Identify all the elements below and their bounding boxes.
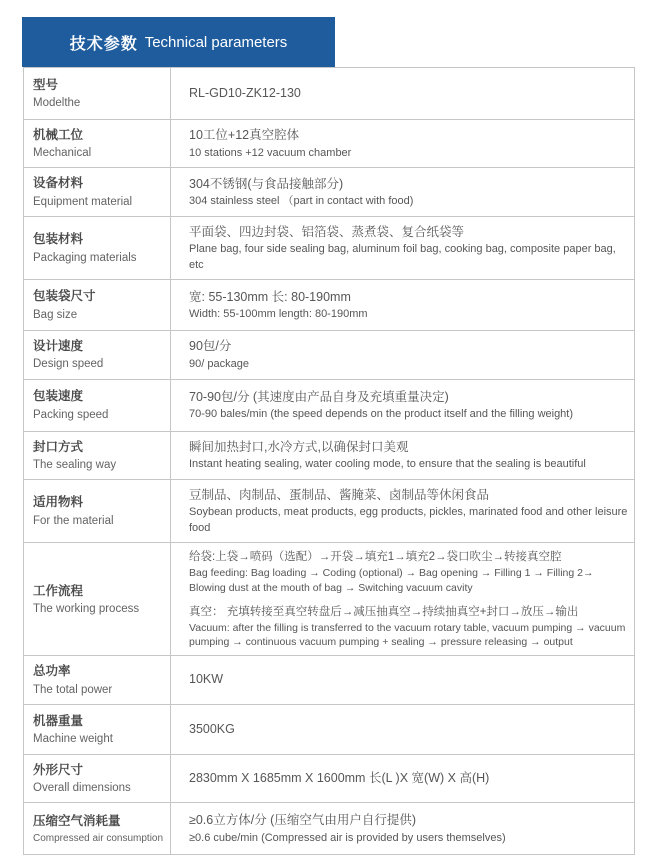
technical-parameters-table (23, 67, 635, 855)
parameter-value-cell (170, 480, 634, 542)
parameter-value-line: 90/ package (189, 357, 249, 370)
parameter-value-line: Instant heating sealing, water cooling mode, to ensure that the sealing is beautiful (189, 458, 586, 471)
parameter-label-cell (24, 217, 170, 279)
parameter-label-zh: 机械工位 (33, 128, 84, 142)
parameter-value-line: 给袋:上袋→喷码（选配）→开袋→填充1→填充2→袋口吹尘→转接真空腔 (189, 551, 562, 564)
parameter-label-cell (24, 656, 170, 703)
parameter-value-line: Soybean products, meat products, egg products, pickles, marinated food and other leisure food (189, 506, 628, 534)
table-row (24, 705, 634, 755)
table-row (24, 68, 634, 120)
section-title-en: Technical parameters (144, 33, 288, 51)
parameter-label-cell (24, 755, 170, 802)
parameter-value-cell (170, 543, 634, 655)
parameter-label-zh: 设计速度 (33, 339, 84, 354)
parameter-label-cell (24, 331, 170, 378)
parameter-label-cell (24, 480, 170, 542)
parameter-value-line: 2830mm X 1685mm X 1600mm 长(L )X 宽(W) X 高(H) (189, 770, 490, 785)
parameter-value-cell (170, 803, 634, 854)
parameter-value-line: Bag feeding: Bag loading → Coding (optional) → Bag opening → Filling 1 → Filling 2→ Blowing dust at the mouth of bag → Switching vacuum cavity (189, 567, 594, 594)
parameter-value-line: 真空： 充填转接至真空转盘后→减压抽真空→持续抽真空+封口→放压→输出 (189, 605, 579, 618)
parameter-label-zh: 包装袋尺寸 (33, 289, 96, 304)
parameter-label-zh: 外形尺寸 (33, 762, 84, 777)
table-row (24, 755, 634, 803)
parameter-label-en: Mechanical (33, 147, 92, 160)
parameter-label-en: Compressed air consumption (33, 832, 164, 844)
table-row (24, 217, 634, 280)
parameter-label-en: Equipment material (33, 195, 133, 208)
table-row (24, 480, 634, 543)
parameter-value-line: ≥0.6立方体/分 (压缩空气由用户自行提供) (189, 813, 417, 828)
parameter-value-line: 70-90包/分 (其速度由产品自身及充填重量决定) (189, 389, 449, 404)
parameter-label-cell (24, 432, 170, 479)
parameter-label-zh: 适用物料 (33, 495, 84, 510)
section-title-zh: 技术参数 (69, 35, 138, 53)
table-row (24, 803, 634, 854)
parameter-value-line: RL-GD10-ZK12-130 (189, 85, 301, 100)
parameter-value-line: 瞬间加热封口,水冷方式,以确保封口美观 (189, 439, 409, 454)
parameter-label-cell (24, 168, 170, 215)
parameter-value-line: 304不锈钢(与食品接触部分) (189, 176, 344, 191)
table-row (24, 120, 634, 168)
parameter-value-line: 豆制品、肉制品、蛋制品、酱腌菜、卤制品等休闲食品 (189, 488, 490, 503)
parameter-value-line: ≥0.6 cube/min (Compressed air is provided by users themselves) (189, 831, 506, 844)
parameter-value-line: 平面袋、四边封袋、铝箔袋、蒸煮袋、复合纸袋等 (189, 224, 465, 239)
table-row (24, 168, 634, 216)
parameter-value-line: 10 stations +12 vacuum chamber (189, 146, 352, 159)
parameter-value-line: 宽: 55-130mm 长: 80-190mm (189, 289, 351, 304)
parameter-label-cell (24, 68, 170, 119)
table-row (24, 331, 634, 379)
section-header-banner (22, 17, 335, 67)
table-row (24, 543, 634, 656)
parameter-value-cell (170, 432, 634, 479)
parameter-label-cell (24, 543, 170, 655)
table-row (24, 280, 634, 331)
parameter-label-zh: 包装速度 (33, 389, 84, 404)
parameter-label-zh: 机器重量 (33, 713, 84, 728)
parameter-value-cell (170, 380, 634, 431)
parameter-value-cell (170, 217, 634, 279)
parameter-label-zh: 总功率 (33, 664, 71, 679)
parameter-label-en: Packaging materials (33, 251, 137, 264)
parameter-value-line: 90包/分 (189, 339, 232, 354)
parameter-value-line: Width: 55-100mm length: 80-190mm (189, 308, 368, 321)
parameter-value-line: 10KW (189, 672, 224, 687)
parameter-label-en: Modelthe (33, 97, 81, 110)
parameter-label-en: Design speed (33, 358, 104, 371)
parameter-value-cell (170, 656, 634, 703)
parameter-value-cell (170, 168, 634, 215)
parameter-value-line: 304 stainless steel （part in contact with food) (189, 195, 414, 208)
parameter-label-en: The working process (33, 602, 140, 615)
parameter-label-en: For the material (33, 514, 114, 527)
parameter-label-en: Machine weight (33, 732, 113, 745)
parameter-value-line: Vacuum: after the filling is transferred to the vacuum rotary table, vacuum pumping → vacuum pumping → continuous vacuum pumping + sealing → pressure releasing → output (189, 622, 626, 649)
parameter-value-cell (170, 280, 634, 330)
parameter-label-zh: 包装材料 (33, 232, 84, 247)
parameter-value-cell (170, 68, 634, 119)
parameter-value-line: 3500KG (189, 721, 235, 736)
parameter-label-cell (24, 803, 170, 854)
parameter-value-line: 70-90 bales/min (the speed depends on the product itself and the filling weight) (189, 408, 574, 421)
parameter-value-cell (170, 331, 634, 378)
parameter-value-cell (170, 755, 634, 802)
table-row (24, 432, 634, 480)
table-row (24, 380, 634, 432)
parameter-value-line: 10工位+12真空腔体 (189, 128, 300, 143)
parameter-label-zh: 工作流程 (33, 583, 84, 598)
parameter-label-cell (24, 705, 170, 754)
parameter-label-en: The sealing way (33, 458, 117, 471)
parameter-value-line: Plane bag, four side sealing bag, aluminum foil bag, cooking bag, composite paper bag, etc (189, 243, 616, 271)
parameter-value-cell (170, 705, 634, 754)
parameter-label-zh: 压缩空气消耗量 (33, 814, 121, 829)
parameter-label-cell (24, 380, 170, 431)
parameter-label-en: Overall dimensions (33, 782, 131, 795)
parameter-label-en: The total power (33, 683, 113, 696)
parameter-label-cell (24, 120, 170, 167)
parameter-label-en: Packing speed (33, 408, 109, 421)
table-row (24, 656, 634, 704)
parameter-label-zh: 设备材料 (33, 176, 84, 191)
parameter-label-zh: 封口方式 (33, 439, 84, 454)
parameter-label-en: Bag size (33, 308, 78, 321)
parameter-value-cell (170, 120, 634, 167)
parameter-label-cell (24, 280, 170, 330)
parameter-label-zh: 型号 (33, 77, 59, 92)
